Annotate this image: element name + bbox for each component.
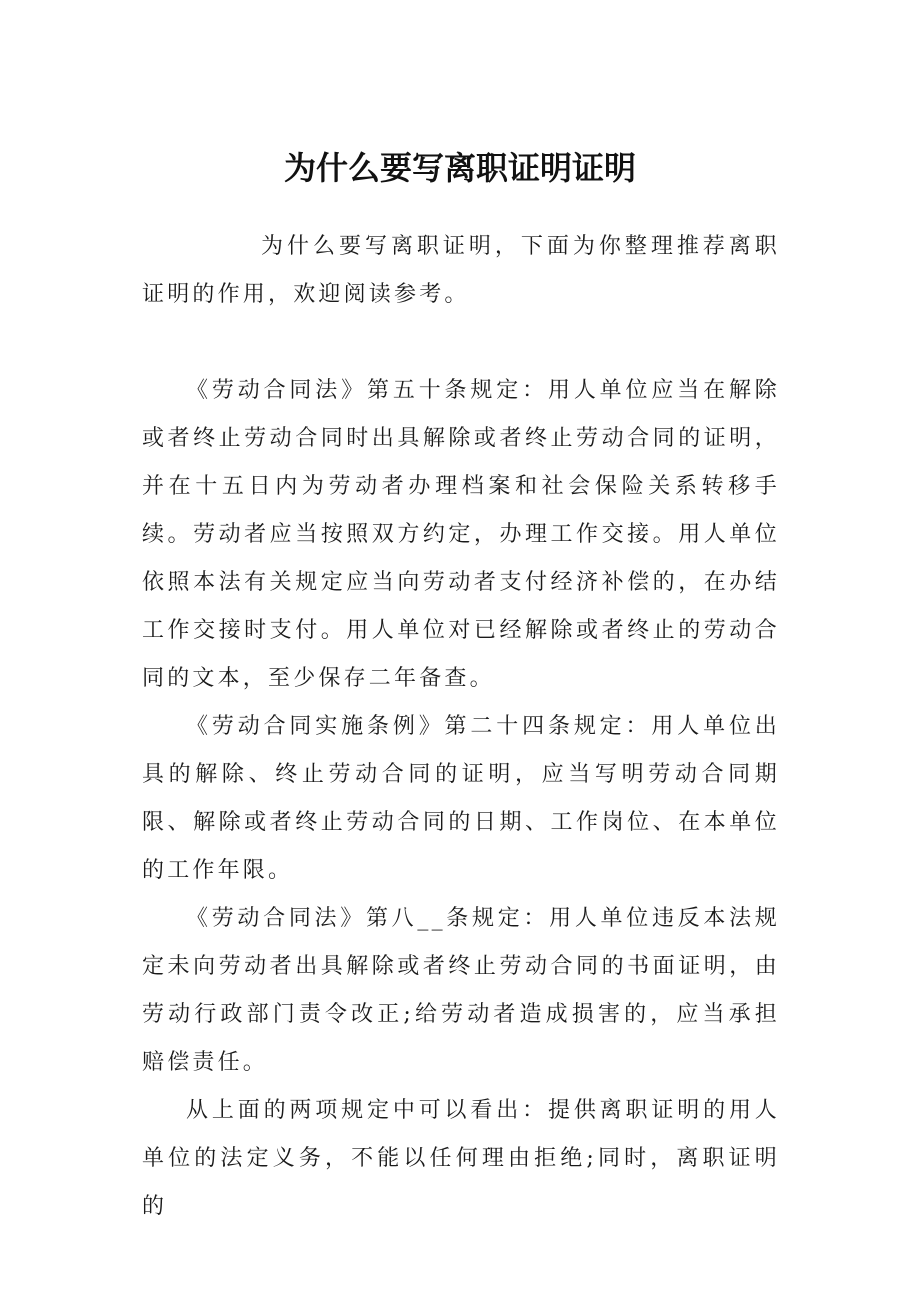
document-title: 为什么要写离职证明证明 — [283, 149, 636, 187]
intro-paragraph: 为什么要写离职证明，下面为你整理推荐离职证明的作用，欢迎阅读参考。 — [142, 234, 780, 307]
paragraph-spacer — [142, 319, 780, 367]
paragraph-conclusion: 从上面的两项规定中可以看出：提供离职证明的用人单位的法定义务，不能以任何理由拒绝;同时，离职证明的 — [142, 1098, 780, 1219]
paragraph-labor-law-article-50: 《劳动合同法》第五十条规定：用人单位应当在解除或者终止劳动合同时出具解除或者终止劳动合同的证明，并在十五日内为劳动者办理档案和社会保险关系转移手续。劳动者应当按照双方约定，办理工作交接。用人单位依照本法有关规定应当向劳动者支付经济补偿的，在办结工作交接时支付。用人单位对已经解除或者终止的劳动合同的文本，至少保存二年备查。 — [142, 378, 780, 691]
document-body — [142, 223, 780, 1231]
paragraph-labor-law-article-8x: 《劳动合同法》第八__条规定：用人单位违反本法规定未向劳动者出具解除或者终止劳动合同的书面证明，由劳动行政部门责令改正;给劳动者造成损害的，应当承担赔偿责任。 — [142, 906, 780, 1075]
paragraph-implementation-article-24: 《劳动合同实施条例》第二十四条规定：用人单位出具的解除、终止劳动合同的证明，应当写明劳动合同期限、解除或者终止劳动合同的日期、工作岗位、在本单位的工作年限。 — [142, 714, 780, 883]
